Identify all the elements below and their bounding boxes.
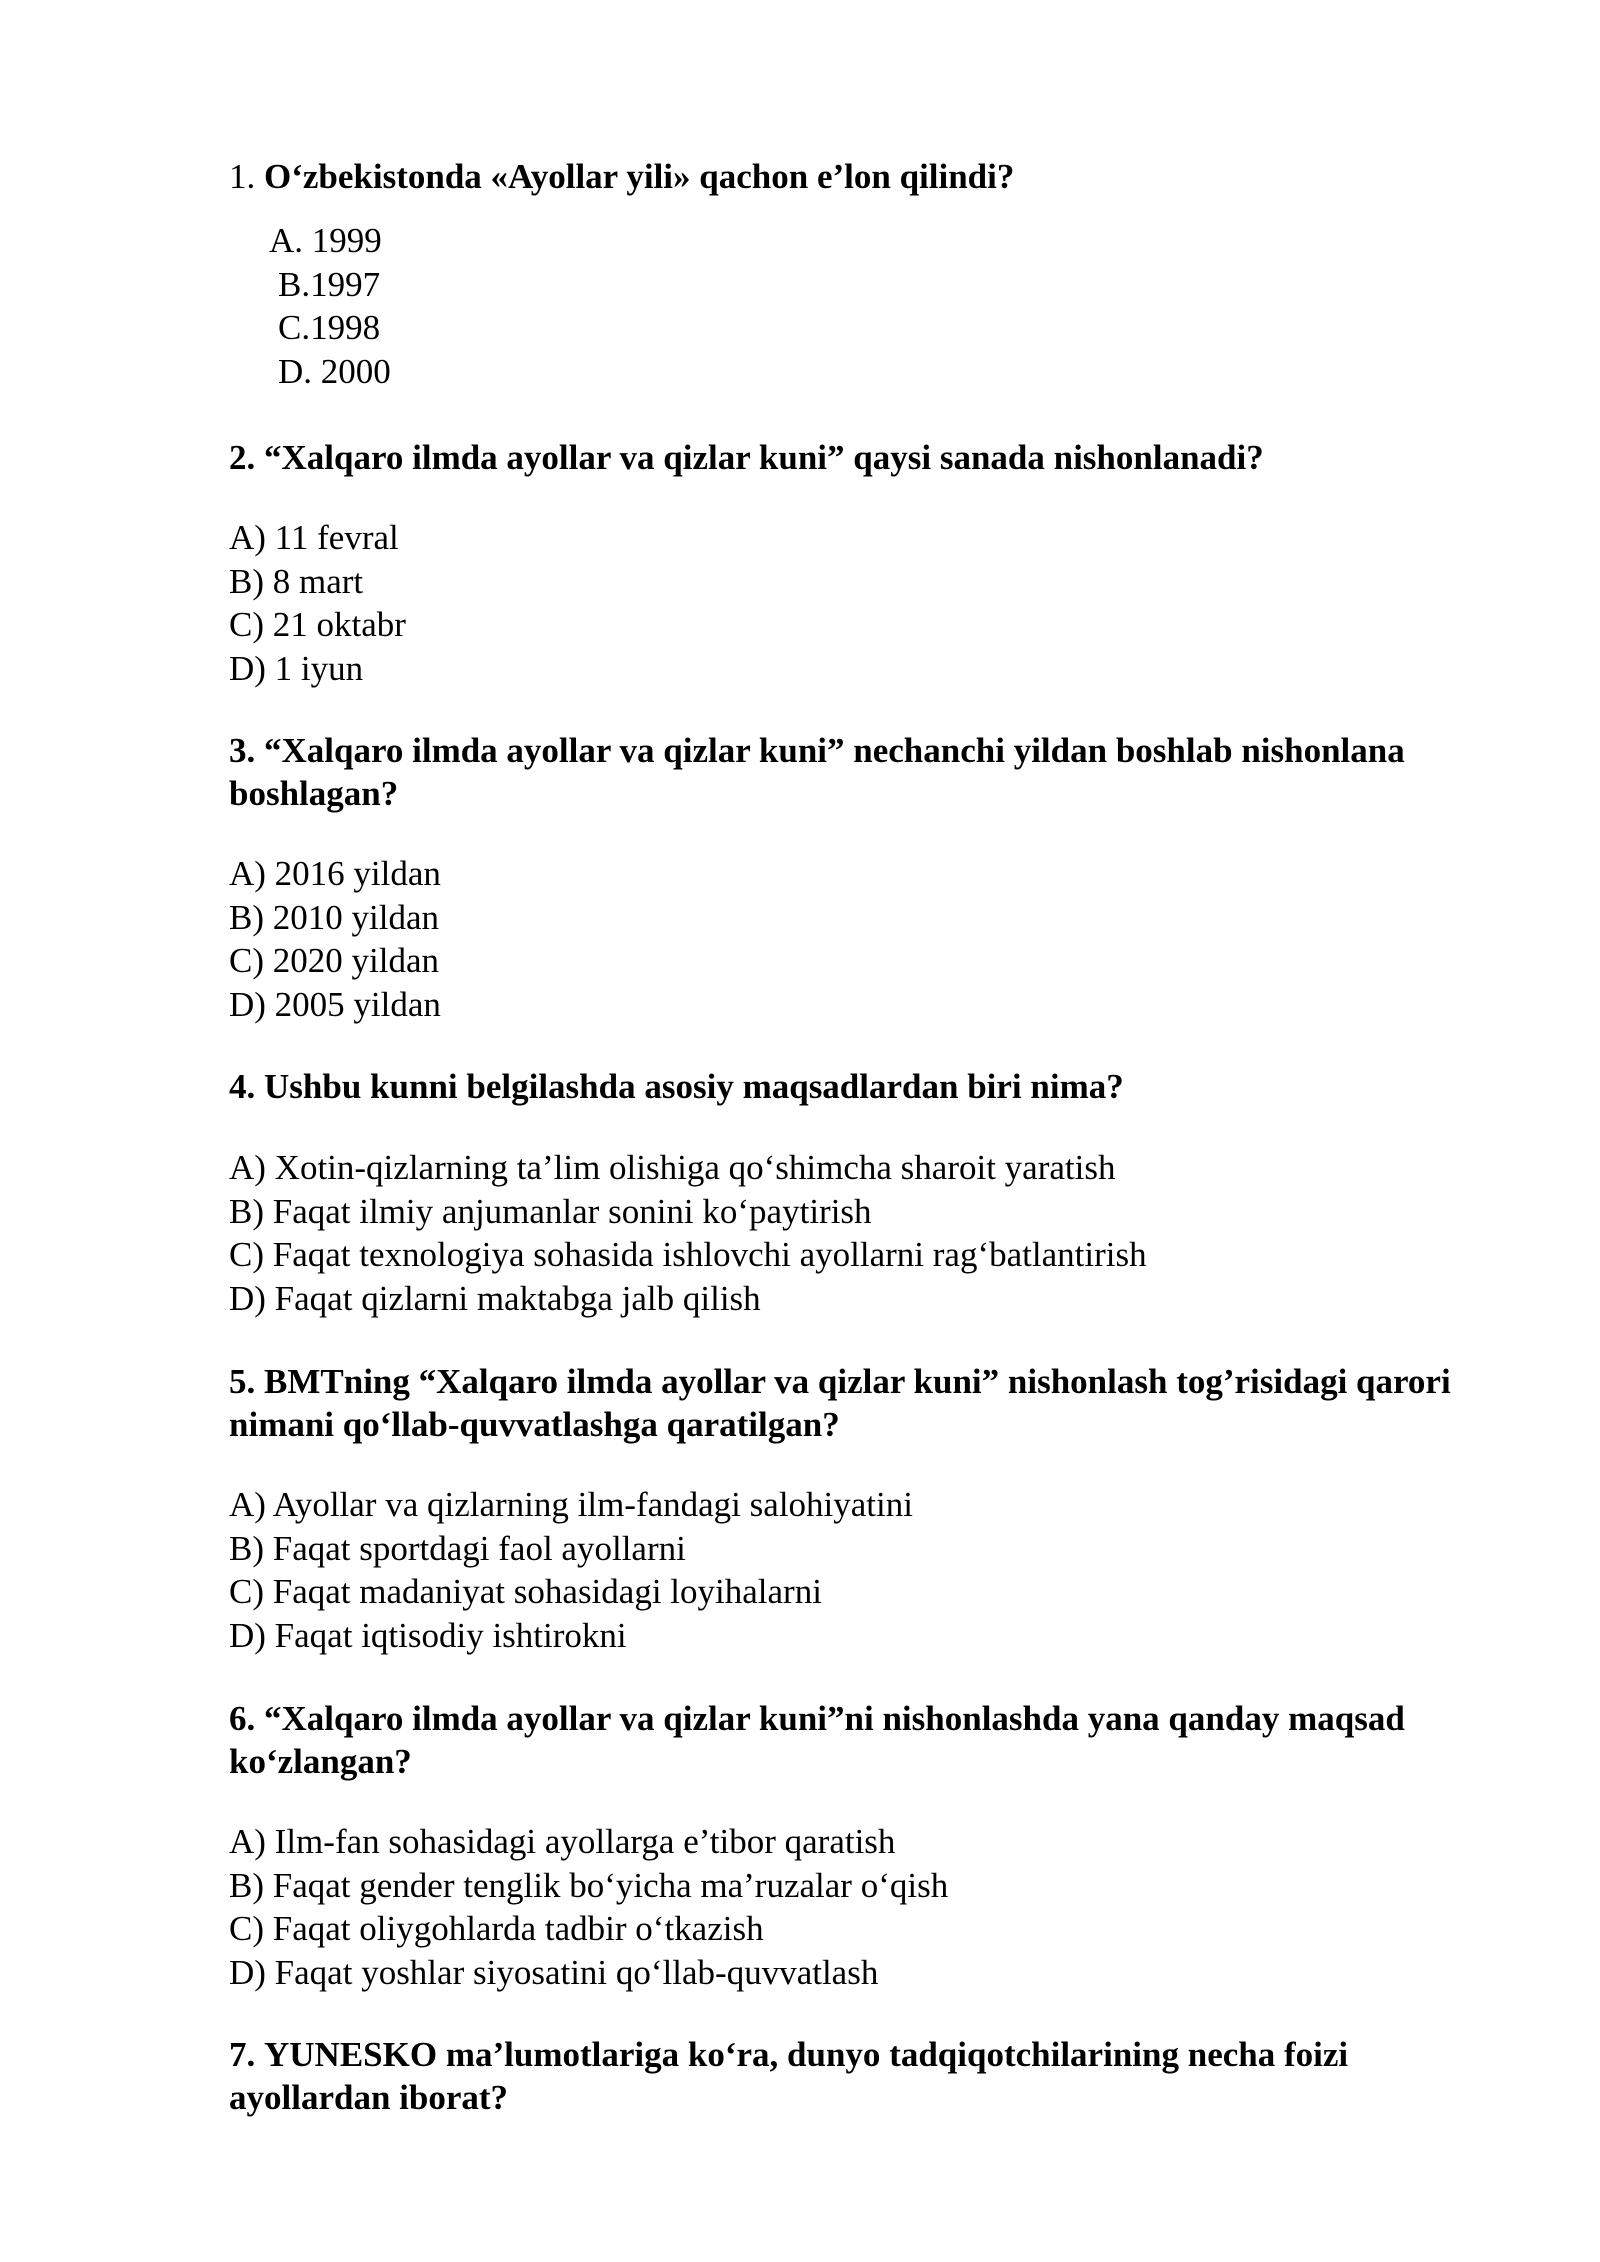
option-d: D) 2005 yildan <box>229 984 441 1024</box>
option-d: D) Faqat qizlarni maktabga jalb qilish <box>229 1278 761 1318</box>
option-c: C) Faqat oliygohlarda tadbir o‘tkazish <box>229 1909 764 1948</box>
options-list-5 <box>229 1483 913 1657</box>
options-list-3 <box>229 852 441 1026</box>
option-b: B) 8 mart <box>229 561 364 601</box>
question-text: “Xalqaro ilmda ayollar va qizlar kuni” nechanchi yildan boshlab nishonlana boshlagan? <box>229 731 1405 813</box>
option-b: B) Faqat ilmiy anjumanlar sonini ko‘paytirish <box>229 1191 872 1231</box>
question-number: 7. <box>229 2035 256 2074</box>
question-text: Ushbu kunni belgilashda asosiy maqsadlardan biri nima? <box>264 1067 1124 1106</box>
question-4 <box>229 1065 1469 1108</box>
option-a: A) Ilm-fan sohasidagi ayollarga e’tibor qaratish <box>229 1822 896 1861</box>
option-a: A) 2016 yildan <box>229 854 441 893</box>
question-text: “Xalqaro ilmda ayollar va qizlar kuni” qaysi sanada nishonlanadi? <box>264 438 1264 477</box>
options-list-1 <box>229 219 391 393</box>
option-a: A) 11 fevral <box>229 518 399 557</box>
question-5 <box>229 1360 1469 1446</box>
question-number: 6. <box>229 1699 256 1738</box>
option-c: C) Faqat madaniyat sohasidagi loyihalarni <box>229 1572 822 1611</box>
option-c: C) 21 oktabr <box>229 605 406 644</box>
option-a: A. 1999 <box>269 221 382 260</box>
question-2 <box>229 436 1469 479</box>
question-text: YUNESKO ma’lumotlariga ko‘ra, dunyo tadqiqotchilarining necha foizi ayollardan iborat? <box>229 2035 1349 2117</box>
options-list-4 <box>229 1146 1147 1320</box>
question-7 <box>229 2033 1469 2119</box>
question-number: 5. <box>229 1362 256 1401</box>
question-number: 3. <box>229 731 256 770</box>
question-number: 1. <box>229 157 256 196</box>
question-number: 2. <box>229 438 256 477</box>
option-c: C.1998 <box>278 308 381 347</box>
option-d: D) Faqat iqtisodiy ishtirokni <box>229 1615 627 1655</box>
option-b: B) 2010 yildan <box>229 897 439 937</box>
option-a: A) Xotin-qizlarning ta’lim olishiga qo‘shimcha sharoit yaratish <box>229 1148 1116 1187</box>
option-d: D) Faqat yoshlar siyosatini qo‘llab-quvvatlash <box>229 1952 879 1992</box>
question-1 <box>229 155 1469 198</box>
option-c: C) Faqat texnologiya sohasida ishlovchi ayollarni rag‘batlantirish <box>229 1235 1147 1274</box>
question-6 <box>229 1697 1469 1783</box>
options-list-2 <box>229 516 406 690</box>
option-b: B) Faqat gender tenglik bo‘yicha ma’ruzalar o‘qish <box>229 1865 949 1905</box>
options-list-6 <box>229 1820 948 1994</box>
option-b: B.1997 <box>278 264 381 304</box>
option-a: A) Ayollar va qizlarning ilm-fandagi salohiyatini <box>229 1485 913 1524</box>
question-text: O‘zbekistonda «Ayollar yili» qachon e’lon qilindi? <box>264 157 1015 196</box>
question-number: 4. <box>229 1067 256 1106</box>
option-c: C) 2020 yildan <box>229 941 439 980</box>
question-3 <box>229 729 1469 815</box>
option-b: B) Faqat sportdagi faol ayollarni <box>229 1528 686 1568</box>
question-text: BMTning “Xalqaro ilmda ayollar va qizlar kuni” nishonlash tog’risidagi qarori nimani qo‘llab-quvvatlashga qaratilgan? <box>229 1362 1451 1444</box>
option-d: D) 1 iyun <box>229 648 364 688</box>
option-d: D. 2000 <box>278 351 391 391</box>
question-text: “Xalqaro ilmda ayollar va qizlar kuni”ni nishonlashda yana qanday maqsad ko‘zlangan? <box>229 1699 1405 1781</box>
